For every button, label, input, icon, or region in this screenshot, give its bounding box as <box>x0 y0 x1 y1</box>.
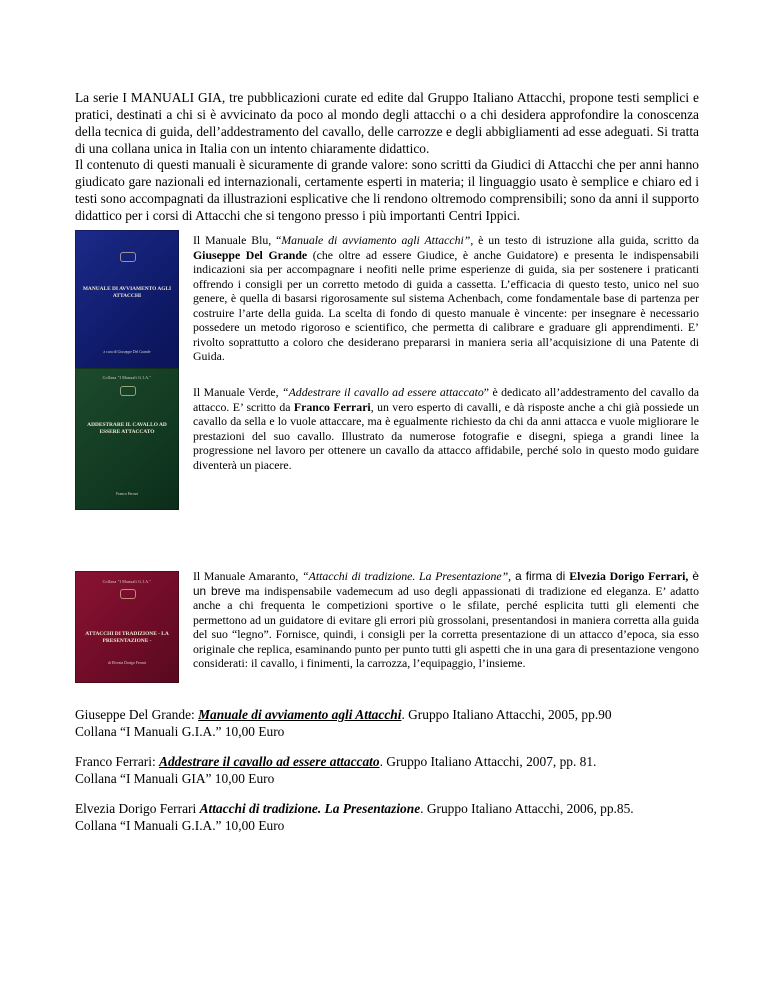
desc-text: è un breve <box>193 569 699 598</box>
reference-series: Collana “I Manuali GIA” 10,00 Euro <box>75 771 275 786</box>
desc-author: Elvezia Dorigo Ferrari, <box>569 569 689 583</box>
book-cover-author: Franco Ferrari <box>116 492 138 496</box>
book-cover-blue <box>75 230 179 372</box>
book-cover-series: Collana "I Manuali G.I.A." <box>102 375 152 380</box>
desc-title: Manuale di avviamento agli Attacchi” <box>281 233 471 247</box>
intro-paragraph-1: La serie I MANUALI GIA, tre pubblicazioni curate ed edite dal Gruppo Italiano Attacchi, propone testi semplici e pratici, destinati a chi si è avvicinato da poco al mondo degli attacchi o a chi desidera approfondire la conoscenza della tecnica di guida, dell’addestramento del cavallo, delle carrozze e degli abbigliamenti ad esse adeguati. Si tratta di una collana unica in Italia con un intento chiaramente didattico. <box>75 90 699 156</box>
reference-author: Franco Ferrari: <box>75 754 160 769</box>
book-cover-green <box>75 368 179 510</box>
book-description-amaranth <box>193 569 699 671</box>
intro-paragraph-2: Il contenuto di questi manuali è sicuramente di grande valore: sono scritti da Giudici di Attacchi che per anni hanno giudicato gare nazionali ed internazionali, certamente esperti in materia; il linguaggio usato è semplice e chiaro ed i testi sono accompagnati da illustrazioni esplicative che li rendono oltremodo comprensibili; sono da anni il supporto didattico per i corsi di Attacchi che si tengono presso i più importanti Centri Ippici. <box>75 157 699 223</box>
reference-1 <box>75 706 699 740</box>
book-cover-amaranth <box>75 571 179 683</box>
desc-text: a firma di <box>511 569 570 583</box>
desc-text: (che oltre ad essere Giudice, è anche Guidatore) e presenta le indispensabili indicazioni sia per accompagnare i neofiti nelle prime esperienze di guida, sia per sostenere i praticanti offrendo i consigli per un corretto metodo di guida a cassetta. L’efficacia di questo testo, unico nel suo genere, è quella di basarsi rigorosamente sul sistema Achenbach, come fondamentale base di partenza per costruire l’arte della guida. La scelta di fondo di questo manuale è vincente: per insegnare è necessario possedere un metodo rigoroso e scientifico, che permetta di calibrare e graduare gli apprendimenti. E’ rivolto soprattutto a coloro che desiderano prepararsi in maniera seria all’acquisizione di una Patente di Guida. <box>193 247 699 363</box>
book-cover-title: ADDESTRARE IL CAVALLO AD ESSERE ATTACCATO <box>87 422 167 435</box>
reference-author: Elvezia Dorigo Ferrari <box>75 801 200 816</box>
book-cover-author: di Elvezia Dorigo Ferrari <box>107 661 147 665</box>
desc-author: Franco Ferrari <box>293 399 371 414</box>
reference-2 <box>75 753 699 787</box>
reference-3 <box>75 800 699 834</box>
reference-series: Collana “I Manuali G.I.A.” 10,00 Euro <box>75 818 285 833</box>
reference-series: Collana “I Manuali G.I.A.” 10,00 Euro <box>75 724 285 739</box>
reference-details: . Gruppo Italiano Attacchi, 2006, pp.85. <box>420 801 634 816</box>
book-cover-series: Collana "I Manuali G.I.A." <box>102 579 152 584</box>
reference-details: . Gruppo Italiano Attacchi, 2005, pp.90 <box>401 707 612 722</box>
desc-lead: Il Manuale Blu, “ <box>193 233 282 247</box>
reference-title: Addestrare il cavallo ad essere attaccato <box>159 754 380 769</box>
reference-title: Attacchi di tradizione. La Presentazione <box>199 801 421 816</box>
desc-title: , “Addestrare il cavallo ad essere attaccato <box>275 385 484 399</box>
book-cover-title: MANUALE DI AVVIAMENTO AGLI ATTACCHI <box>82 286 172 299</box>
desc-text: ” è dedicato all’addestramento del cavallo da attacco. E’ scritto da <box>193 385 699 414</box>
desc-text: , è un testo di istruzione alla guida, scritto da <box>470 233 699 247</box>
carriage-emblem-icon <box>120 252 136 262</box>
desc-lead: Il Manuale Amaranto, <box>193 569 303 583</box>
carriage-emblem-icon <box>120 386 136 396</box>
desc-text: , un vero esperto di cavalli, e dà risposte anche a chi già possiede un cavallo da sella e lo vuole attaccare, ma è egualmente richiesto da chi da anni attacca e vuole migliorare le prestazioni del suo cavallo. Illustrato da numerose fotografie e disegni, spiega a grandi linee la progressione nel lavoro per ottenere un cavallo da attacco affidabile, perché solo in questo modo guidare diventerà un piacere. <box>193 399 700 472</box>
desc-author: Giuseppe Del Grande <box>193 247 308 262</box>
reference-title: Manuale di avviamento agli Attacchi <box>198 707 402 722</box>
reference-author: Giuseppe Del Grande: <box>75 707 199 722</box>
desc-title: “Attacchi di tradizione. La Presentazione”, <box>302 569 512 583</box>
desc-text: ma indispensabile vademecum ad uso degli appassionati di tradizione ed eleganza. E’ adatto anche a chi frequenta le competizioni sportive o le sfilate, perché esplicita tutti gli elementi che permettono ad un guidatore di evitare gli errori più grossolani, presentandosi in maniera corretta alla guida del suo “legno”. Fornisce, quindi, i consigli per la corretta presentazione di un attacco d’epoca, sia esso originale che replica, esaminando punto per punto tutti gli aspetti che in una gara di presentazione vengono considerati: il cavallo, i finimenti, la carrozza, l’equipaggio, l’insieme. <box>193 583 699 670</box>
reference-details: . Gruppo Italiano Attacchi, 2007, pp. 81. <box>379 754 597 769</box>
desc-lead: Il Manuale Verde <box>193 385 276 399</box>
book-description-blue <box>193 233 699 364</box>
book-description-green <box>193 385 699 472</box>
book-cover-author: a cura di Giuseppe Del Grande <box>103 350 151 354</box>
carriage-emblem-icon <box>120 589 136 599</box>
book-cover-title: ATTACCHI DI TRADIZIONE - LA PRESENTAZIONE - <box>85 631 169 644</box>
